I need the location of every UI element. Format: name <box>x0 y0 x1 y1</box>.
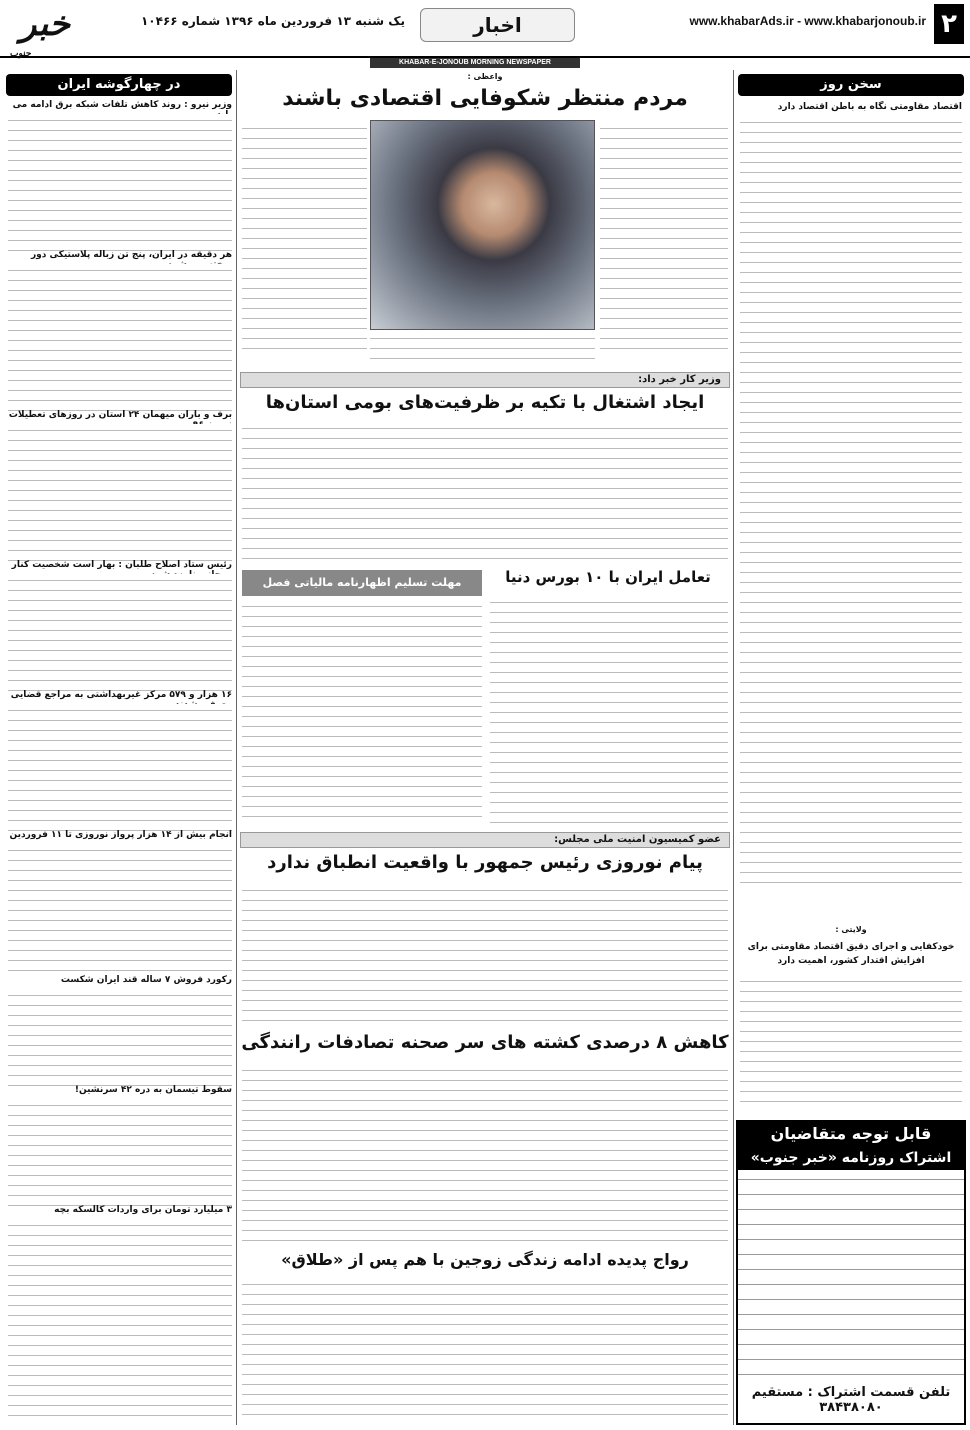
ad-phone[interactable]: تلفن قسمت اشتراک : مستقیم ۳۸۴۳۸۰۸۰ <box>751 1385 951 1415</box>
column-divider-left <box>236 70 237 1425</box>
lead-kicker: واعظی : <box>467 72 503 81</box>
newspaper-logo <box>4 4 86 59</box>
left-news-headline: هر دقیقه در ایران، پنج تن زباله پلاستیکی دور <box>30 250 232 260</box>
dateline: یک شنبه ۱۳ فروردین ماه ۱۳۹۶ شماره ۱۰۴۶۶ <box>140 14 405 28</box>
story5-kicker: عضو کمیسیون امنیت ملی مجلس: <box>240 832 730 848</box>
left-news-body <box>8 424 232 564</box>
subscription-ad <box>736 1120 966 1425</box>
logo-subtext: جنوب <box>10 49 32 59</box>
left-news-body <box>8 574 232 694</box>
left-news-body <box>8 844 232 979</box>
velayati-body <box>740 975 962 1110</box>
story4-headline: مهلت تسلیم اظهارنامه مالیاتی فصل <box>242 570 482 596</box>
left-box-title: در چهارگوشه ایران <box>6 74 232 96</box>
ad-title-2: اشتراک روزنامه «خبر جنوب» <box>738 1146 964 1170</box>
left-news-headline: رئیس ستاد اصلاح طلبان : بهار است شخصیت کنار <box>11 560 232 570</box>
left-news-headline: انجام بیش از ۱۴ هزار پرواز نوروزی تا ۱۱ فروردین <box>9 830 232 840</box>
velayati-kicker: ولایتی : <box>835 925 867 934</box>
story7-headline: رواج پدیده ادامه زندگی زوجین با هم پس از «طلاق» <box>281 1250 689 1269</box>
website-links[interactable]: www.khabarAds.ir - www.khabarjonoub.ir <box>689 14 926 28</box>
story6-body <box>242 1064 728 1244</box>
story7-body <box>242 1278 728 1423</box>
logo-text: خبر <box>19 4 71 44</box>
left-news-body <box>8 1099 232 1209</box>
editorial-body <box>740 116 962 886</box>
story3-headline: تعامل ایران با ۱۰ بورس دنیا <box>505 568 711 586</box>
left-news-headline: ۱۶ هزار و ۵۷۹ مرکز غیربهداشتی به مراجع قضایی <box>10 690 232 700</box>
story3-body <box>490 596 728 826</box>
story4-body <box>242 600 482 826</box>
velayati-headline: خودکفایی و اجرای دقیق اقتصاد مقاومتی برای افزایش اقتدار کشور، اهمیت دارد <box>747 942 955 966</box>
editorial-box-title: سخن روز <box>738 74 964 96</box>
left-news-body <box>8 989 232 1089</box>
column-divider <box>733 70 734 1425</box>
left-news-body <box>8 264 232 414</box>
left-news-headline: برف و باران میهمان ۲۴ استان در روزهای تعطیلات <box>8 410 232 420</box>
lead-body-3 <box>370 332 595 368</box>
story2-headline: ایجاد اشتغال با تکیه بر ظرفیت‌های بومی استان‌ها <box>265 392 705 413</box>
masthead <box>0 0 970 58</box>
story2-kicker: وزیر کار خبر داد: <box>240 372 730 388</box>
left-news-body <box>8 1219 232 1418</box>
minister-photo <box>370 120 595 330</box>
left-news-body <box>8 114 232 254</box>
story5-headline: پیام نوروزی رئیس جمهور با واقعیت انطباق ندارد <box>267 852 703 873</box>
story5-body <box>242 884 728 1024</box>
english-masthead-bar: KHABAR-E-JONOUB MORNING NEWSPAPER <box>370 58 580 68</box>
left-news-body <box>8 704 232 834</box>
lead-body-2 <box>242 122 367 358</box>
left-news-headline: وزیر نیرو : روند کاهش تلفات شبکه برق ادامه می <box>12 100 232 110</box>
ad-title-1: قابل توجه متقاضیان <box>738 1122 964 1146</box>
left-news-headline: سقوط تیسمان به دره ۴۲ سرنشین! <box>74 1085 232 1095</box>
page-number: ۲ <box>934 4 964 44</box>
story2-body <box>242 422 728 562</box>
lead-body-1 <box>600 122 728 358</box>
left-news-headline: رکورد فروش ۷ ساله قند ایران شکست <box>60 975 232 985</box>
section-title: اخبار <box>420 8 575 42</box>
left-news-headline: ۳ میلیارد تومان برای واردات کالسکه بچه <box>54 1205 232 1215</box>
editorial-headline: اقتصاد مقاومتی نگاه به باطن اقتصاد دارد <box>777 102 962 112</box>
lead-headline: مردم منتظر شکوفایی اقتصادی باشند <box>282 86 688 111</box>
story6-headline: کاهش ۸ درصدی کشته های سر صحنه تصادفات رانندگی <box>241 1032 729 1053</box>
ad-body <box>738 1170 964 1385</box>
